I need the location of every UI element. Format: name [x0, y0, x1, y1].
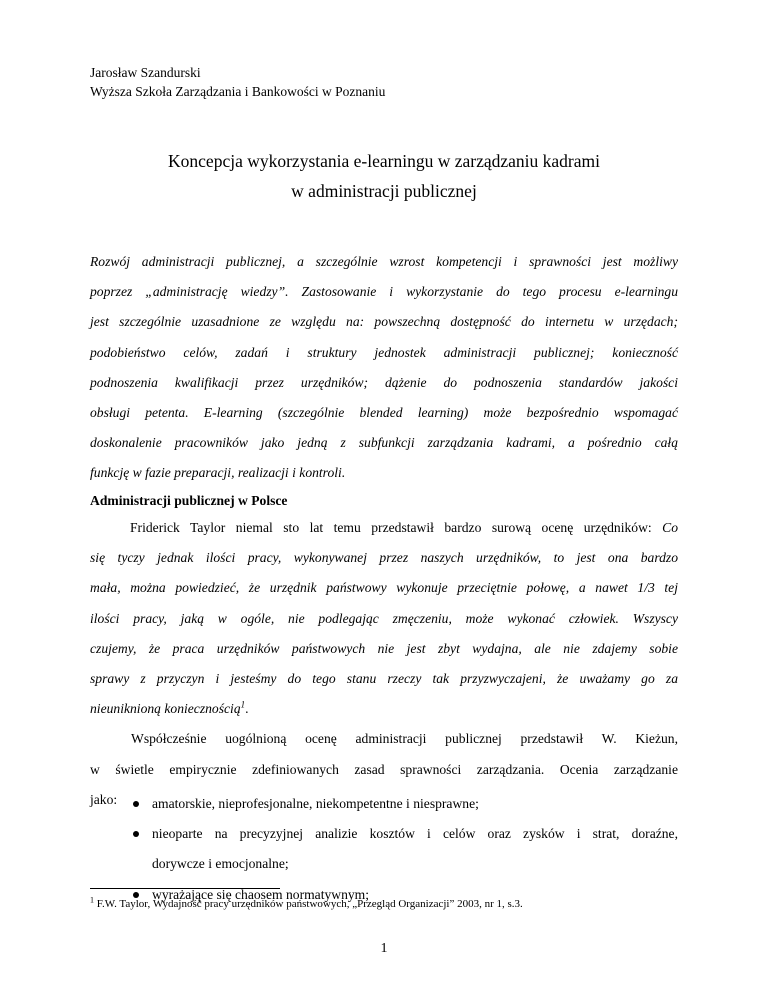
author-affiliation: Wyższa Szkoła Zarządzania i Bankowości w Poznaniu — [90, 84, 386, 99]
footnote-number: 1 — [90, 895, 94, 905]
quote-line: ilości pracy, jaką w ogóle, nie podlegając zmęczeniu, może wykonać człowiek. Wszyscy — [90, 610, 678, 626]
paragraph-2-line: jako: — [90, 791, 118, 807]
abstract — [90, 247, 678, 489]
list-item-text: nieoparte na precyzyjnej analizie kosztów i celów oraz zysków i strat, doraźne, — [152, 826, 678, 842]
quote-period: . — [245, 701, 249, 717]
author-block — [90, 63, 385, 101]
abstract-line: Rozwój administracji publicznej, a szczególnie wzrost kompetencji i sprawności jest możliwy — [90, 254, 678, 269]
paragraph-2-line: w świetle empirycznie zdefiniowanych zasad sprawności zarządzania. Ocenia zarządzanie — [90, 761, 678, 777]
paragraph-2-line: Współcześnie uogólnioną ocenę administracji publicznej przedstawił W. Kieżun, — [131, 731, 678, 747]
bullet-icon — [133, 892, 139, 898]
list-item-text: dorywcze i emocjonalne; — [152, 856, 289, 872]
list-item-text: amatorskie, nieprofesjonalne, niekompetentne i niesprawne; — [152, 796, 479, 811]
abstract-line: poprzez „administrację wiedzy”. Zastosowanie i wykorzystanie do tego procesu e-learningu — [90, 284, 678, 300]
abstract-line: doskonalenie pracowników jako jedną z subfunkcji zarządzania kadrami, a pośrednio całą — [90, 435, 678, 451]
title-line-2: w administracji publicznej — [291, 181, 477, 201]
abstract-line: jest szczególnie uzasadnione ze względu na: powszechną dostępność do internetu w urzędach; — [90, 314, 678, 330]
bullet-icon — [133, 801, 139, 807]
title-line-1: Koncepcja wykorzystania e-learningu w zarządzaniu kadrami — [168, 151, 600, 171]
quote-last-line — [90, 694, 678, 724]
abstract-line: obsługi petenta. E-learning (szczególnie blended learning) może bezpośrednio wspomagać — [90, 405, 678, 421]
abstract-line: podobieństwo celów, zadań i struktury jednostek administracji publicznej; konieczność — [90, 344, 678, 360]
abstract-line: podnoszenia kwalifikacji przez urzędników; dążenie do podnoszenia standardów jakości — [90, 374, 678, 390]
section-heading: Administracji publicznej w Polsce — [90, 493, 288, 508]
paragraph-1-intro: Friderick Taylor niemal sto lat temu przedstawił bardzo surową ocenę urzędników: — [130, 520, 663, 535]
footnote-ref[interactable]: 1 — [240, 699, 246, 710]
list-item-text: wyrażające się chaosem normatywnym; — [152, 886, 370, 902]
abstract-line: funkcję w fazie preparacji, realizacji i kontroli. — [90, 465, 346, 481]
list-item — [90, 789, 678, 819]
paragraph-1-first-line — [90, 513, 678, 543]
page-number: 1 — [380, 941, 388, 956]
quote-end: nieuniknioną koniecznością — [90, 701, 241, 717]
quote-line: mała, można powiedzieć, że urzędnik państwowy wykonuje przeciętnie połowę, a nawet 1/3 tej — [90, 580, 678, 596]
bullet-icon — [133, 831, 139, 837]
footnote-text: F.W. Taylor, Wydajność pracy urzędników państwowych, „Przegląd Organizacji” 2003, nr 1, s.3. — [94, 898, 523, 910]
quote-start: Co — [662, 520, 678, 535]
section-body — [90, 513, 678, 815]
quote-line: się tyczy jednak ilości pracy, wykonywanej przez naszych urzędników, to jest ona bardzo — [90, 550, 678, 566]
bullet-list — [90, 789, 678, 910]
list-item — [90, 819, 678, 879]
quote-line: sprawy z przyczyn i jesteśmy do tego stanu rzeczy tak przyzwyczajeni, że uważamy go za — [90, 671, 678, 687]
footnote-divider — [90, 888, 280, 889]
quote-line: czujemy, że praca urzędników państwowych nie jest zbyt wydajna, ale nie zdajemy sobie — [90, 640, 678, 656]
paper-title — [90, 146, 678, 206]
footnote — [90, 895, 523, 910]
author-name: Jarosław Szandurski — [90, 65, 201, 80]
